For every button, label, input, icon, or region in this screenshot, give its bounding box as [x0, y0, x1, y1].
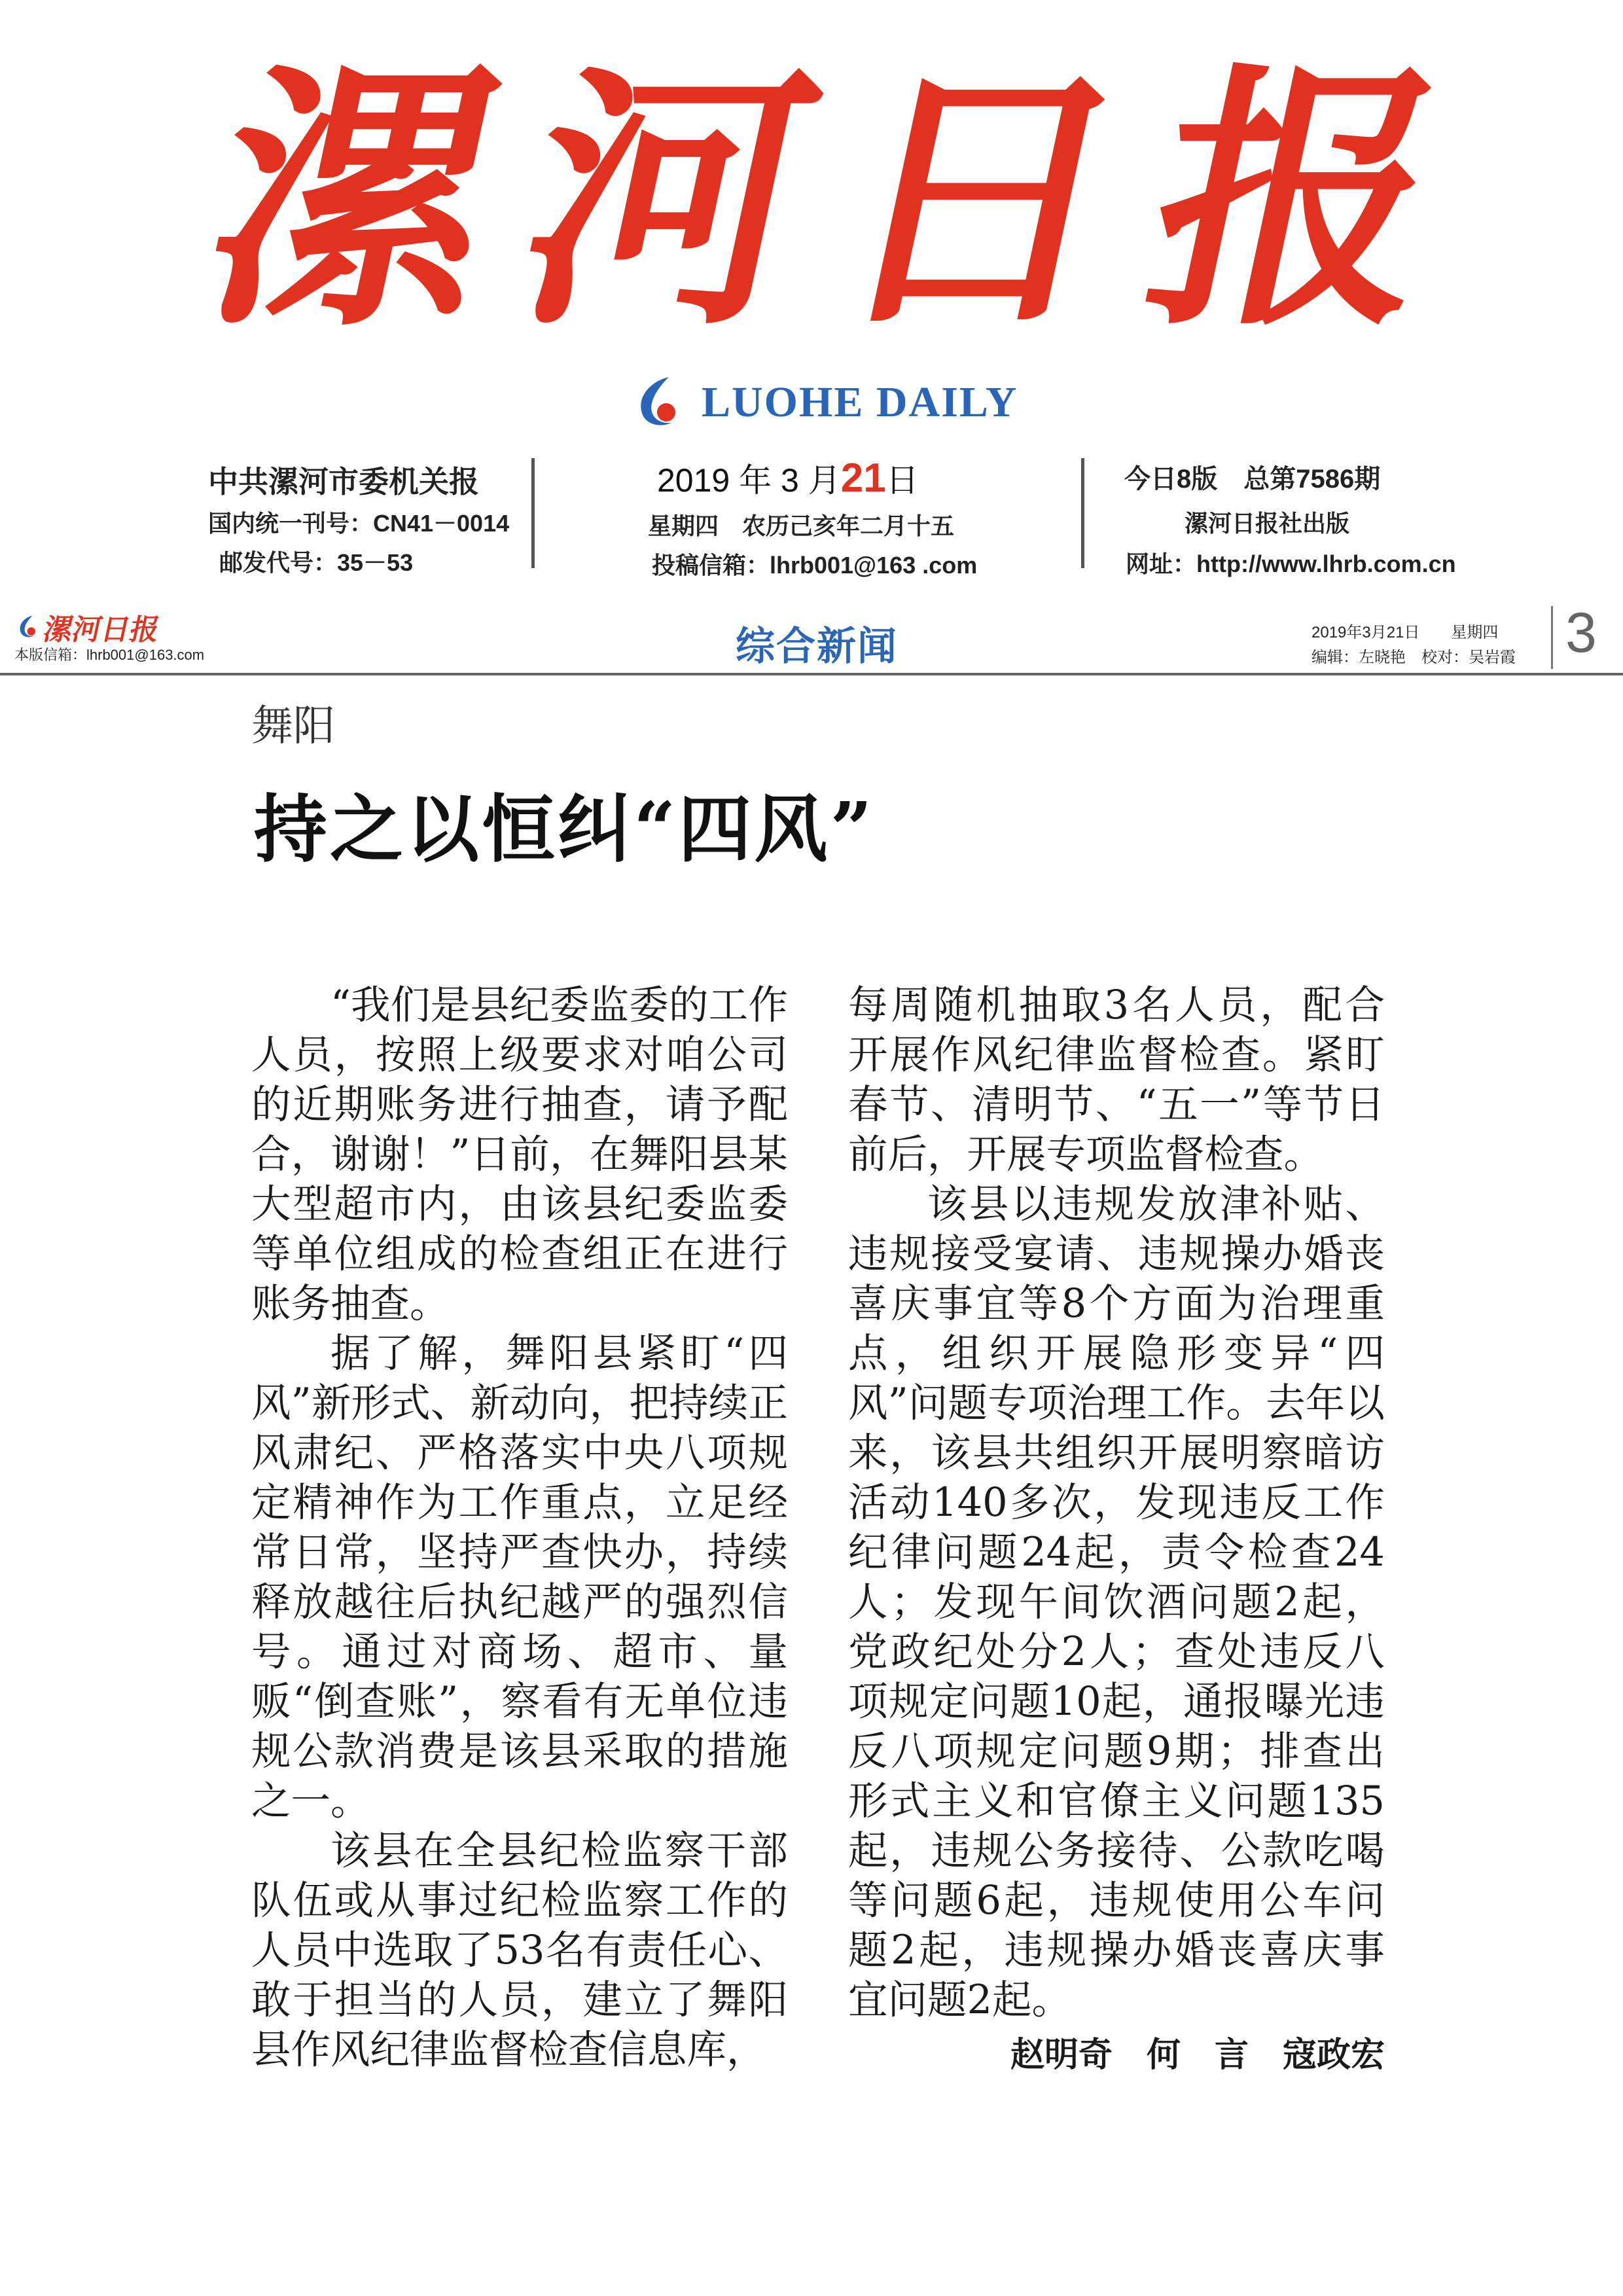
masthead-char: 河	[496, 43, 840, 363]
weekday-lunar: 星期四 农历己亥年二月十五	[648, 512, 955, 539]
organ-label: 中共漯河市委机关报	[208, 465, 479, 499]
swoosh-logo-icon	[14, 614, 41, 640]
english-logo	[628, 367, 1018, 439]
masthead-char: 报	[1124, 43, 1468, 363]
article-byline: 赵明奇 何 言 寇政宏	[1010, 2035, 1385, 2075]
date-day: 21	[840, 456, 886, 501]
publisher: 漯河日报社出版	[1185, 510, 1350, 537]
divider	[531, 458, 535, 568]
date-prefix: 2019 年 3 月	[657, 462, 841, 499]
submission-email: 投稿信箱：lhrb001@163 .com	[652, 552, 978, 579]
article-right-column	[848, 980, 1385, 2080]
swoosh-logo-icon	[628, 373, 687, 432]
paragraph: “我们是县纪委监委的工作人员，按照上级要求对咱公司的近期账务进行抽查，请予配合，谢谢！”日前，在舞阳县某大型超市内，由该县纪委监委等单位组成的检查组正在进行账务抽查。	[251, 982, 788, 1327]
website: 网址：http://www.lhrb.com.cn	[1126, 550, 1456, 577]
mini-logo-text: 漯河日报	[40, 613, 163, 647]
page-number: 3	[1565, 601, 1597, 664]
masthead-char: 漯	[182, 43, 526, 363]
divider	[1081, 458, 1084, 568]
article-headline: 持之以恒纠“四风”	[254, 787, 875, 872]
paragraph: 据了解，舞阳县紧盯“四风”新形式、新动向，把持续正风肃纪、严格落实中央八项规定精神作为工作重点，立足经常日常，坚持严查快办，持续释放越往后执纪越严的强烈信号。通过对商场、超市、量贩“倒查账”，察看有无单位违规公款消费是该县采取的措施之一。	[251, 1331, 788, 1824]
edition-info: 今日8版 总第7586期	[1124, 465, 1381, 493]
article-left-column	[251, 980, 788, 2075]
article-kicker: 舞阳	[251, 702, 335, 751]
date-suffix: 日	[885, 462, 919, 499]
section-rule	[0, 673, 1623, 675]
paragraph: 该县在全县纪检监察干部队伍或从事过纪检监察工作的人员中选取了53名有责任心、敢于担当的人员，建立了舞阳县作风纪律监督检查信息库，	[251, 1828, 788, 2073]
section-date: 2019年3月21日 星期四	[1311, 624, 1499, 641]
staff-credits: 编辑：左晓艳 校对：吴岩霞	[1311, 649, 1516, 666]
paragraph: 该县以违规发放津补贴、违规接受宴请、违规操办婚丧喜庆事宜等8个方面为治理重点，组织开展隐形变异“四风”问题专项治理工作。去年以来，该县共组织开展明察暗访活动140多次，发现违反工作纪律问题24起，责令检查24人；发现午间饮酒问题2起，党政纪处分2人；查处违反八项规定问题10起，通报曝光违反八项规定问题9期；排查出形式主义和官僚主义问题135起，违规公务接待、公款吃喝等问题6起，违规使用公车问题2起，违规操办婚丧喜庆事宜问题2起。	[848, 1181, 1385, 2023]
postal-code: 邮发代号：35－53	[219, 549, 414, 576]
section-name: 综合新闻	[736, 624, 898, 670]
cn-number: 国内统一刊号：CN41－0014	[208, 510, 510, 537]
english-name: LUOHE DAILY	[702, 378, 1018, 426]
divider	[1551, 606, 1553, 669]
issue-date	[657, 454, 919, 501]
masthead-char: 日	[810, 43, 1154, 363]
mini-logo	[14, 606, 163, 648]
masthead-title	[182, 20, 1468, 386]
mini-email: 本版信箱：lhrb001@163.com	[14, 647, 205, 663]
paragraph: 每周随机抽取3名人员，配合开展作风纪律监督检查。紧盯春节、清明节、“五一”等节日前后，开展专项监督检查。	[848, 982, 1385, 1177]
